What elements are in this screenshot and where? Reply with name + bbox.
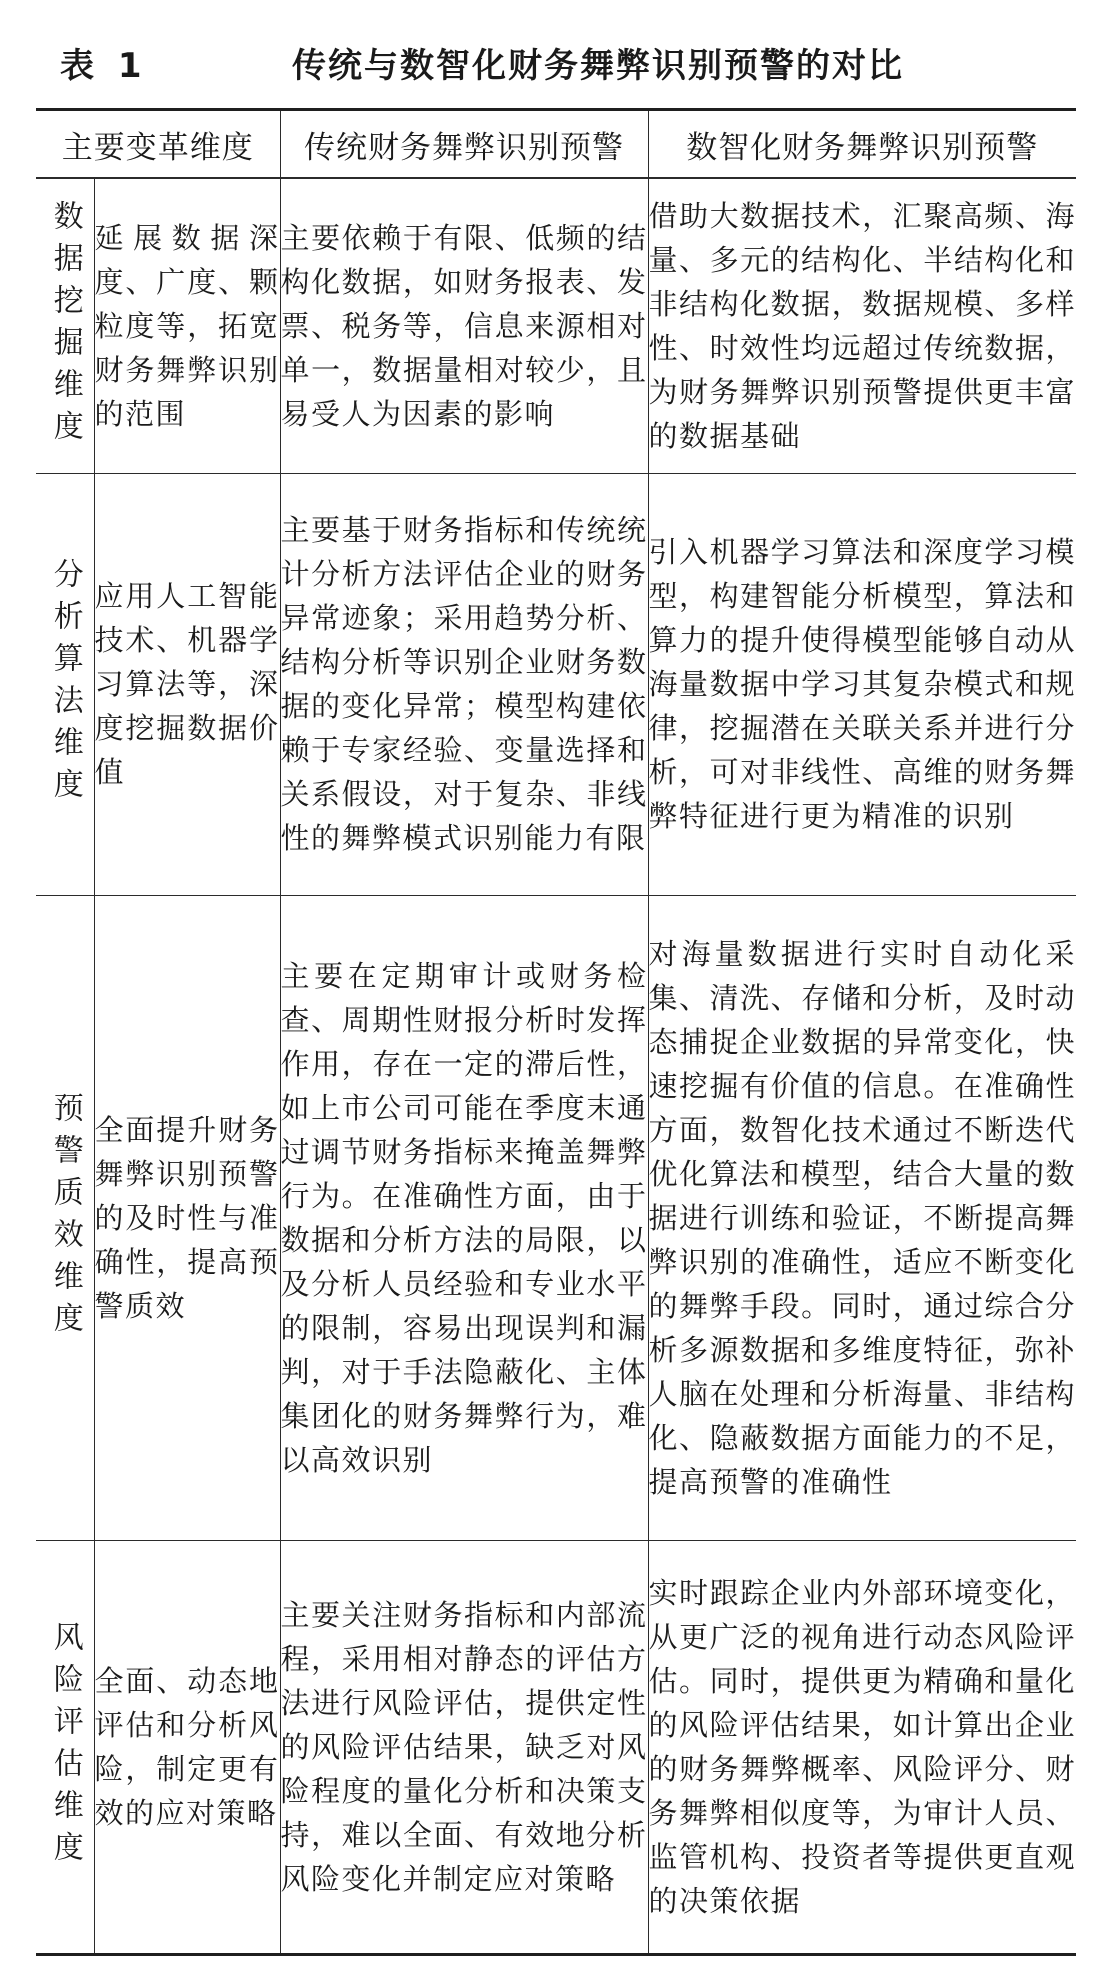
comparison-table [36, 108, 1076, 1956]
dimension-label: 数据挖掘维度 [47, 199, 83, 452]
digital-cell: 对海量数据进行实时自动化采集、清洗、存储和分析，及时动态捕捉企业数据的异常变化，快速挖掘有价值的信息。在准确性方面，数智化技术通过不断迭代优化算法和模型，结合大量的数据进行训练和验证，不断提高舞弊识别的准确性，适应不断变化的舞弊手段。同时，通过综合分析多源数据和多维度特征，弥补人脑在处理和分析海量、非结构化、隐蔽数据方面能力的不足，提高预警的准确性 [648, 895, 1076, 1540]
dimension-name [36, 895, 94, 1540]
header-digital: 数智化财务舞弊识别预警 [648, 110, 1076, 179]
table-row [36, 1540, 1076, 1954]
digital-cell: 引入机器学习算法和深度学习模型，构建智能分析模型，算法和算力的提升使得模型能够自动从海量数据中学习其复杂模式和规律，挖掘潜在关联关系并进行分析，可对非线性、高维的财务舞弊特征进行更为精准的识别 [648, 473, 1076, 895]
traditional-cell: 主要基于财务指标和传统统计分析方法评估企业的财务异常迹象；采用趋势分析、结构分析等识别企业财务数据的变化异常；模型构建依赖于专家经验、变量选择和关系假设，对于复杂、非线性的舞弊模式识别能力有限 [280, 473, 648, 895]
dimension-goal: 全面、动态地评估和分析风险，制定更有效的应对策略 [94, 1540, 280, 1954]
digital-cell: 实时跟踪企业内外部环境变化，从更广泛的视角进行动态风险评估。同时，提供更为精确和量化的风险评估结果，如计算出企业的财务舞弊概率、风险评分、财务舞弊相似度等，为审计人员、监管机构、投资者等提供更直观的决策依据 [648, 1540, 1076, 1954]
table-number: 表 1 [60, 46, 148, 86]
traditional-cell: 主要依赖于有限、低频的结构化数据，如财务报表、发票、税务等，信息来源相对单一，数据量相对较少，且易受人为因素的影响 [280, 178, 648, 473]
dimension-goal: 全面提升财务舞弊识别预警的及时性与准确性，提高预警质效 [94, 895, 280, 1540]
table-row [36, 473, 1076, 895]
dimension-label: 分析算法维度 [47, 558, 83, 810]
dimension-label: 风险评估维度 [47, 1620, 83, 1873]
table-row [36, 895, 1076, 1540]
header-traditional: 传统财务舞弊识别预警 [280, 110, 648, 179]
digital-cell: 借助大数据技术，汇聚高频、海量、多元的结构化、半结构化和非结构化数据，数据规模、多样性、时效性均远超过传统数据，为财务舞弊识别预警提供更丰富的数据基础 [648, 178, 1076, 473]
dimension-name [36, 1540, 94, 1954]
header-row [36, 110, 1076, 179]
dimension-goal: 应用人工智能技术、机器学习算法等，深度挖掘数据价值 [94, 473, 280, 895]
traditional-cell: 主要关注财务指标和内部流程，采用相对静态的评估方法进行风险评估，提供定性的风险评估结果，缺乏对风险程度的量化分析和决策支持，难以全面、有效地分析风险变化并制定应对策略 [280, 1540, 648, 1954]
dimension-name [36, 473, 94, 895]
dimension-label: 预警质效维度 [47, 1091, 83, 1344]
dimension-goal: 延展数据深度、广度、颗粒度等，拓宽财务舞弊识别的范围 [94, 178, 280, 473]
traditional-cell: 主要在定期审计或财务检查、周期性财报分析时发挥作用，存在一定的滞后性，如上市公司可能在季度末通过调节财务指标来掩盖舞弊行为。在准确性方面，由于数据和分析方法的局限，以及分析人员经验和专业水平的限制，容易出现误判和漏判，对于手法隐蔽化、主体集团化的财务舞弊行为，难以高效识别 [280, 895, 648, 1540]
table-caption [0, 0, 1110, 110]
table-row [36, 178, 1076, 473]
dimension-name [36, 178, 94, 473]
table-title: 传统与数智化财务舞弊识别预警的对比 [292, 46, 904, 86]
header-dimension: 主要变革维度 [36, 110, 280, 179]
